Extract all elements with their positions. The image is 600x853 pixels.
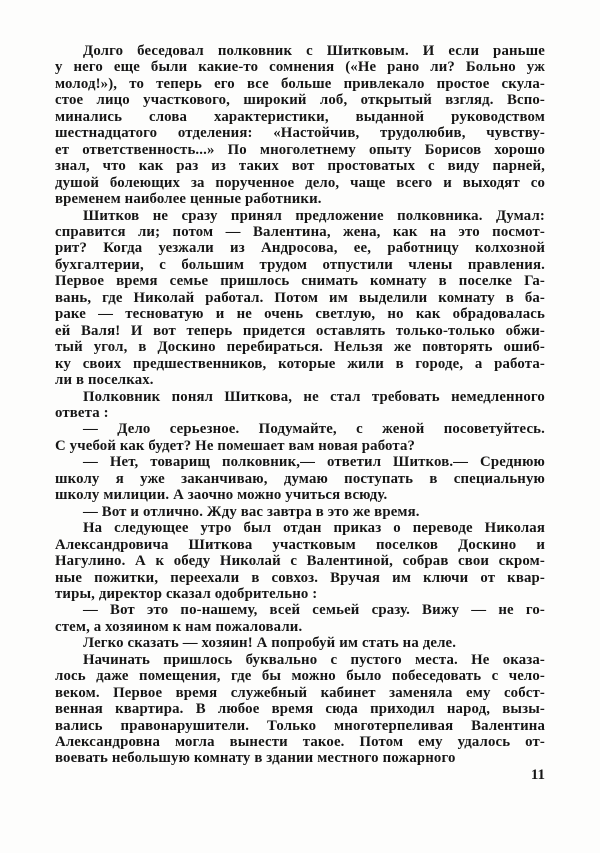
text-line: ет ответственность...» По многолетнему опыту Борисов хорошо	[55, 141, 545, 158]
text-line: Полковник понял Шиткова, не стал требовать немедленного	[83, 388, 545, 405]
text-line: ей Валя! И вот теперь придется оставлять только-только обжи-	[55, 322, 545, 339]
text-line: венная квартира. В любое время сюда приходил народ, вызы-	[55, 701, 545, 718]
text-line: шестнадцатого отделения: «Настойчив, трудолюбив, чувству-	[55, 125, 545, 142]
text-line: Александровна могла вынести такое. Потом ему удалось от-	[55, 734, 545, 751]
text-line: Шитков не сразу принял предложение полковника. Думал:	[83, 207, 545, 224]
text-line: Начинать пришлось буквально с пустого места. Не оказа-	[83, 651, 545, 668]
text-line: бухгалтерии, с большим трудом отпустили члены правления.	[55, 256, 545, 273]
text-line: — Вот и отлично. Жду вас завтра в это же время.	[83, 503, 420, 520]
text-line: школу я уже заканчиваю, думаю поступать в специальную	[55, 470, 545, 487]
text-line: Легко сказать — хозяин! А попробуй им стать на деле.	[83, 635, 457, 652]
text-line: Нагулино. А к обеду Николай с Валентиной, собрав свои скром-	[55, 553, 545, 570]
text-line: Первое время семье пришлось снимать комнату в поселке Га-	[55, 273, 545, 290]
text-line: раке — тесноватую и не очень светлую, но как обрадовалась	[55, 306, 545, 323]
text-line: тиры, директор сказал одобрительно :	[55, 585, 318, 602]
text-line: ответа :	[55, 404, 109, 421]
text-line: — Нет, товарищ полковник,— ответил Шитков.— Среднюю	[83, 454, 545, 471]
text-line: минались слова характеристики, выданной руководством	[55, 108, 545, 125]
text-line: веком. Первое время служебный кабинет заменяла ему собст-	[55, 684, 545, 701]
text-line: школу милиции. А заочно можно учиться всюду.	[55, 487, 388, 504]
text-line: лось даже помещения, где бы можно было побеседовать с чело-	[55, 668, 545, 685]
text-line: молод!»), то теперь его все больше привлекало простое скула-	[55, 75, 545, 92]
text-line: — Дело серьезное. Подумайте, с женой посоветуйтесь.	[83, 421, 545, 438]
text-line: стем, а хозяином к нам пожаловали.	[55, 618, 303, 635]
text-line: воевать небольшую комнату в здании местного пожарного	[55, 750, 456, 767]
text-line: С учебой как будет? Не помешает вам новая работа?	[55, 437, 416, 454]
text-line: стое лицо участкового, широкий лоб, открытый взгляд. Вспо-	[55, 92, 545, 109]
text-line: ные пожитки, переехали в совхоз. Вручая им ключи от квар-	[55, 569, 545, 586]
page-number: 11	[530, 767, 545, 783]
text-line: знал, что как раз из таких вот простоватых с виду парней,	[55, 158, 545, 175]
text-line: Александровича Шиткова участковым поселков Доскино и	[55, 536, 545, 553]
text-line: у него еще были какие-то сомнения («Не рано ли? Больно уж	[55, 59, 545, 76]
text-line: ку своих предшественников, которые жили в городе, а работа-	[55, 355, 545, 372]
text-line: — Вот это по-нашему, всей семьей сразу. Вижу — не го-	[83, 602, 545, 619]
text-line: рит? Когда уезжали из Андросова, ее, работницу колхозной	[55, 240, 545, 257]
text-line: душой болеющих за порученное дело, чаще всего и выходят со	[55, 174, 545, 191]
text-line: На следующее утро был отдан приказ о переводе Николая	[83, 520, 545, 537]
text-line: ли в поселках.	[55, 372, 154, 389]
text-line: справится ли; потом — Валентина, жена, как на это посмот-	[55, 223, 545, 240]
text-line: Долго беседовал полковник с Шитковым. И если раньше	[83, 43, 545, 59]
page-text	[55, 43, 545, 767]
text-line: тый угол, в Доскино перебираться. Нельзя же повторять ошиб-	[55, 339, 545, 356]
text-line: временем наиболее ценные работники.	[55, 191, 322, 208]
text-line: вань, где Николай работал. Потом им выделили комнату в ба-	[55, 289, 545, 306]
text-line: вались правонарушители. Только многотерпеливая Валентина	[55, 717, 545, 734]
